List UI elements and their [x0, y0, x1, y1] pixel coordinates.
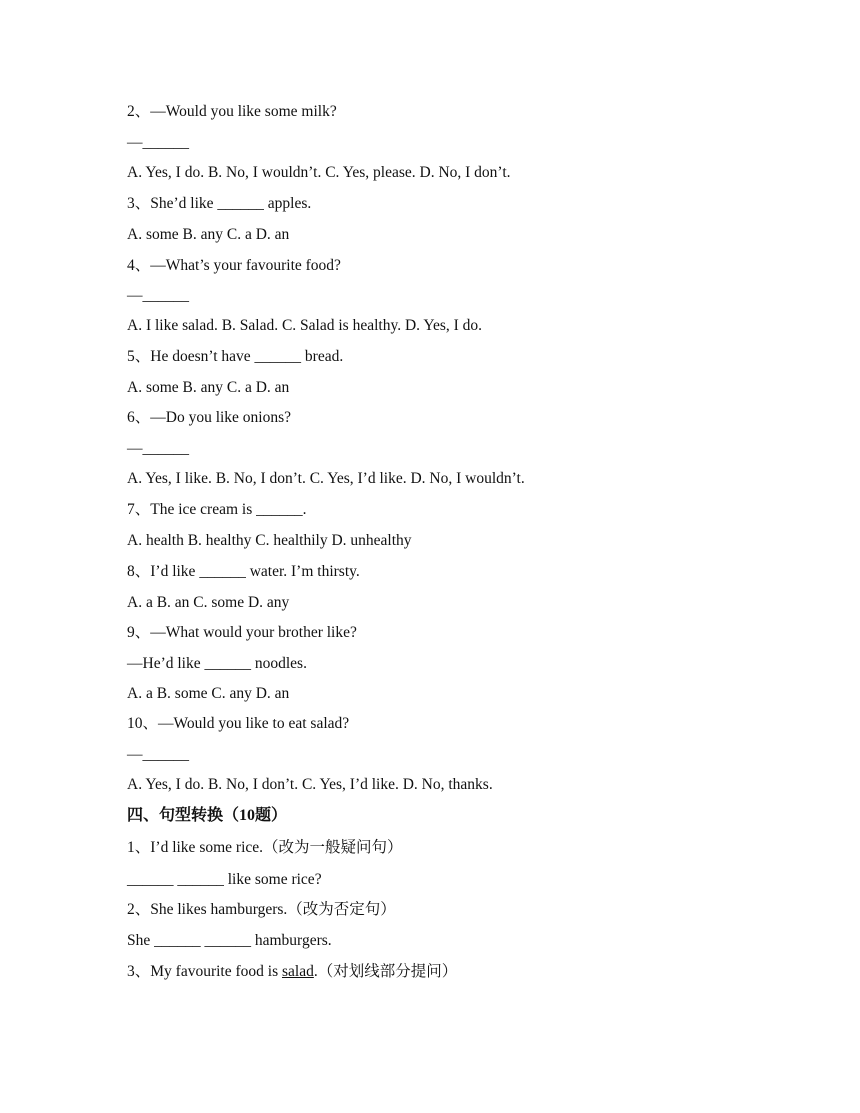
question-9-answer: —He’d like ______ noodles.	[127, 655, 307, 672]
question-2-options: A. Yes, I do. B. No, I wouldn’t. C. Yes, please. D. No, I don’t.	[127, 164, 511, 181]
question-7-stem: 7、The ice cream is ______.	[127, 501, 307, 518]
question-6-answer-blank: —______	[127, 440, 189, 457]
transform-2-answer-blank: She ______ ______ hamburgers.	[127, 932, 332, 949]
transform-1-stem: 1、I’d like some rice.（改为一般疑问句）	[127, 839, 403, 856]
question-7-options: A. health B. healthy C. healthily D. unhealthy	[127, 532, 412, 549]
question-10-stem: 10、—Would you like to eat salad?	[127, 715, 350, 732]
question-5-stem: 5、He doesn’t have ______ bread.	[127, 348, 344, 365]
question-4-stem: 4、—What’s your favourite food?	[127, 257, 341, 274]
question-9-stem: 9、—What would your brother like?	[127, 624, 357, 641]
question-6-stem: 6、—Do you like onions?	[127, 409, 292, 426]
transform-3-stem	[127, 962, 457, 982]
question-6-options: A. Yes, I like. B. No, I don’t. C. Yes, I’d like. D. No, I wouldn’t.	[127, 470, 525, 487]
question-2-stem: 2、—Would you like some milk?	[127, 103, 337, 120]
transform-1-answer-blank: ______ ______ like some rice?	[127, 871, 322, 888]
question-10-options: A. Yes, I do. B. No, I don’t. C. Yes, I’d like. D. No, thanks.	[127, 776, 493, 793]
question-2-answer-blank: —______	[127, 134, 189, 151]
underlined-word: salad	[281, 963, 314, 980]
question-10-answer-blank: —______	[127, 746, 189, 763]
section-4-heading: 四、句型转换（10题）	[127, 807, 288, 824]
question-4-options: A. I like salad. B. Salad. C. Salad is healthy. D. Yes, I do.	[127, 317, 483, 334]
question-5-options: A. some B. any C. a D. an	[127, 379, 290, 396]
question-3-stem: 3、She’d like ______ apples.	[127, 195, 312, 212]
question-8-stem: 8、I’d like ______ water. I’m thirsty.	[127, 563, 360, 580]
transform-3-suffix: .（对划线部分提问）	[313, 963, 458, 980]
transform-3-prefix: 3、My favourite food is	[127, 963, 282, 980]
question-4-answer-blank: —______	[127, 287, 189, 304]
question-8-options: A. a B. an C. some D. any	[127, 594, 290, 611]
question-9-options: A. a B. some C. any D. an	[127, 685, 290, 702]
question-3-options: A. some B. any C. a D. an	[127, 226, 290, 243]
transform-2-stem: 2、She likes hamburgers.（改为否定句）	[127, 901, 396, 918]
